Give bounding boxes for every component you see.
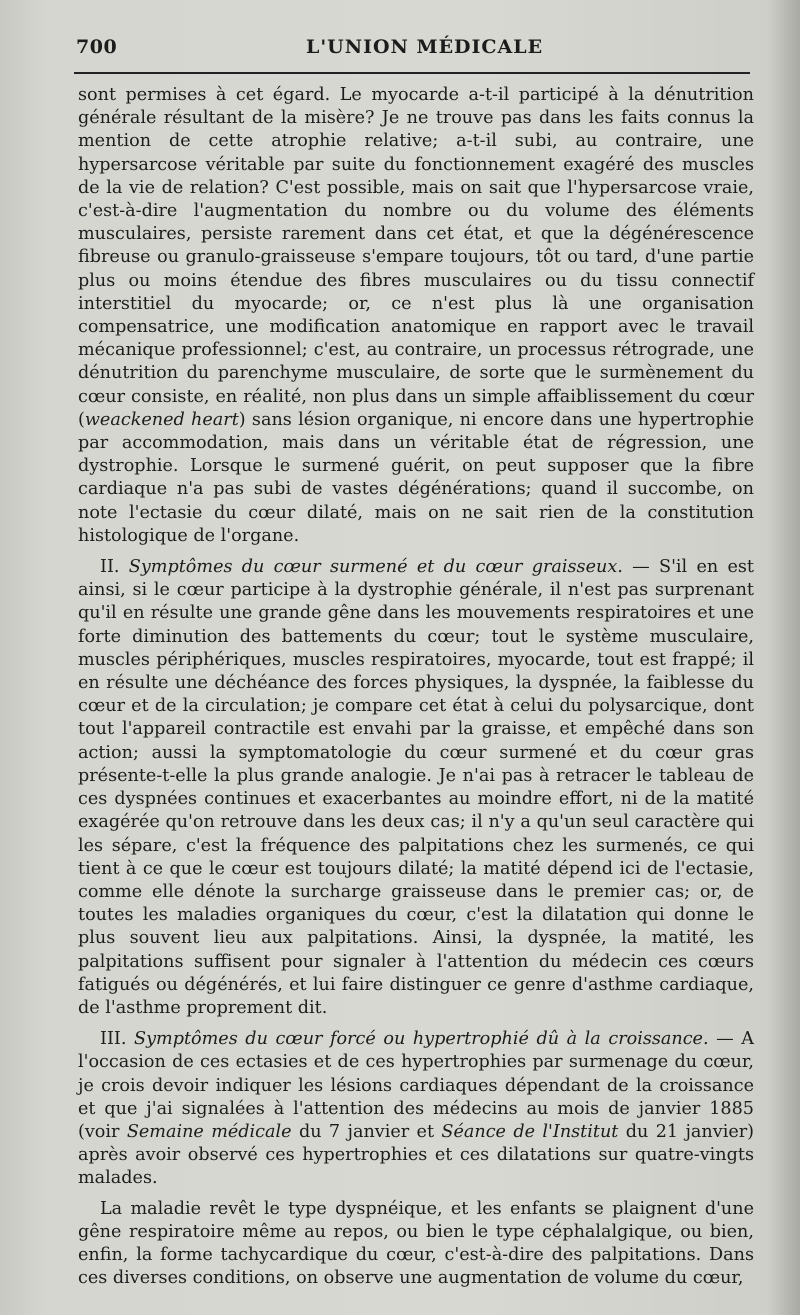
text-segment: du 7 janvier et <box>291 1121 442 1142</box>
journal-title: L'UNION MÉDICALE <box>306 36 544 58</box>
citation-title: Séance de l'Institut <box>441 1121 619 1142</box>
section-heading: Symptômes du cœur forcé ou hypertrophié dû à la croissance. <box>134 1029 709 1050</box>
body-text <box>78 84 754 1290</box>
page-number: 700 <box>76 36 118 58</box>
text-segment: — A l'occasion de ces ectasies et de ces hypertrophies par surmenage du cœur, je crois devoir indiquer les lésions cardiaques dépendant de la croissance et que j'ai signalées à l'attention des médecins au mois de janvier 1885 (voir <box>78 1029 754 1142</box>
text-segment: sont permises à cet égard. Le myocarde a-t-il participé à la dénutrition générale résultant de la misère? Je ne trouve pas dans les faits connus la mention de cette atrophie relative; a-t-il subi, au contraire, une hypersarcose véritable par suite du fonctionnement exagéré des muscles de la vie de relation? C'est possible, mais on sait que l'hypersarcose vraie, c'est-à-dire l'augmentation du nombre ou du volume des éléments musculaires, persiste rarement dans cet état, et que la dégénérescence fibreuse ou granulo-graisseuse s'empare toujours, tôt ou tard, d'une partie plus ou moins étendue des fibres musculaires ou du tissu connectif interstitiel du myocarde; or, ce n'est plus là une organisation compensatrice, une modification anatomique en rapport avec le travail mécanique professionnel; c'est, au contraire, un processus rétrograde, une dénutrition du parenchyme musculaire, de sorte que le surmènement du cœur consiste, en réalité, non plus dans un simple affaiblissement du cœur ( <box>78 85 754 430</box>
text-segment: — S'il en est ainsi, si le cœur participe à la dystrophie générale, il n'est pas surprenant qu'il en résulte une grande gêne dans les mouvements respiratoires et une forte diminution des battements du cœur; tout le système musculaire, muscles périphériques, muscles respiratoires, myocarde, tout est frappé; il en résulte une déchéance des forces physiques, la dyspnée, la faiblesse du cœur et de la circulation; je compare cet état à celui du polysarcique, dont tout l'appareil contractile est envahi par la graisse, et empêché dans son action; aussi la symptomatologie du cœur surmené et du cœur gras présente-t-elle la plus grande analogie. Je n'ai pas à retracer le tableau de ces dyspnées continues et exacerbantes au moindre effort, ni de la matité exagérée qu'on retrouve dans les deux cas; il n'y a qu'un seul caractère qui les sépare, c'est la fréquence des palpitations chez les surmenés, ce qui tient à ce que le cœur est toujours dilaté; la matité dépend ici de l'ectasie, comme elle dénote la surcharge graisseuse dans le premier cas; or, de toutes les maladies organiques du cœur, c'est la dilatation qui donne le plus souvent lieu aux palpitations. Ainsi, la dyspnée, la matité, les palpitations suffisent pour signaler à l'attention du médecin ces cœurs fatigués ou dégénérés, et lui faire distinguer ce genre d'asthme cardiaque, de l'asthme proprement dit. <box>78 557 754 1018</box>
paragraph-section-ii <box>78 556 754 1020</box>
section-heading: Symptômes du cœur surmené et du cœur graisseux. <box>128 557 623 578</box>
italic-segment: weackened heart <box>84 409 239 430</box>
section-number: II. <box>100 557 129 578</box>
text-segment: du 21 janvier) après avoir observé ces hypertrophies et ces dilatations sur quatre-vingts malades. <box>78 1121 755 1189</box>
text-segment: ) sans lésion organique, ni encore dans une hypertrophie par accommodation, mais dans un véritable état de régression, une dystrophie. Lorsque le surmené guérit, on peut supposer que la fibre cardiaque n'a pas subi de vastes dégénérations; quand il succombe, on note l'ectasie du cœur dilaté, mais on ne sait rien de la constitution histologique de l'organe. <box>78 409 754 546</box>
text-segment: La maladie revêt le type dyspnéique, et les enfants se plaignent d'une gêne respiratoire même au repos, ou bien le type céphalalgique, ou bien, enfin, la forme tachycardique du cœur, c'est-à-dire des palpitations. Dans ces diverses conditions, on observe une augmentation de volume du cœur, <box>78 1198 754 1289</box>
paragraph-indented <box>78 1198 754 1291</box>
section-number: III. <box>100 1029 135 1050</box>
paragraph-section-iii <box>78 1028 754 1190</box>
running-header <box>76 34 748 62</box>
header-rule <box>74 72 750 74</box>
citation-title: Semaine médicale <box>126 1121 292 1142</box>
paragraph-continuation <box>78 84 754 548</box>
